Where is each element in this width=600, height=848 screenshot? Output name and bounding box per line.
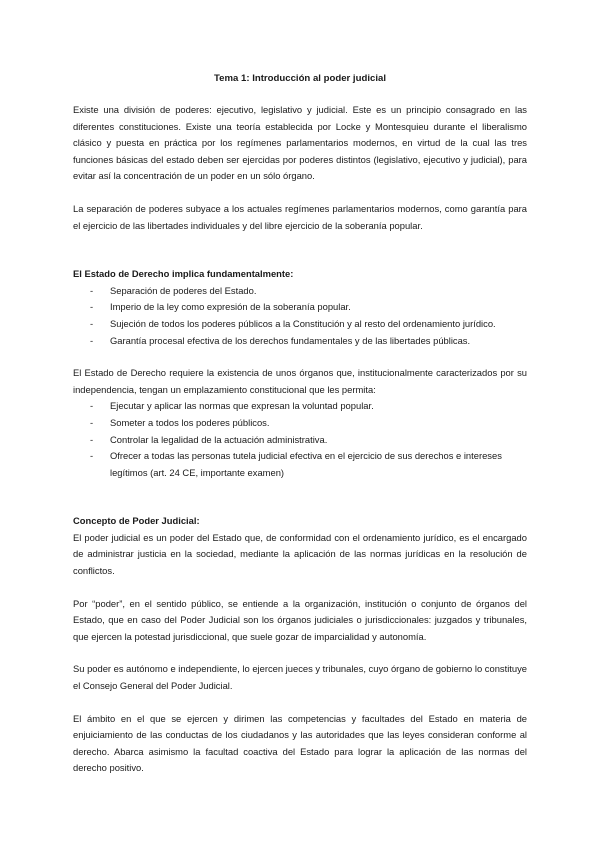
dash-bullet: - <box>90 301 94 313</box>
dash-bullet: - <box>90 400 94 412</box>
list-item-text: Sujeción de todos los poderes públicos a la Constitución y al resto del ordenamiento jurídico. <box>110 317 496 329</box>
list-item-text: Ofrecer a todas las personas tutela judicial efectiva en el ejercicio de sus derechos e intereses legítimos (art. 24 CE, importante examen) <box>110 450 502 478</box>
list-item <box>73 333 527 350</box>
estado-derecho-paragraph: El Estado de Derecho requiere la existencia de unos órganos que, institucionalmente caracterizados por su independencia, tengan un emplazamiento constitucional que les permita: <box>73 367 527 395</box>
intro-paragraph-2: La separación de poderes subyace a los actuales regímenes parlamentarios modernos, como garantía para el ejercicio de las libertades individuales y del libre ejercicio de la soberanía popular. <box>73 202 527 231</box>
list-item <box>73 398 527 415</box>
list-item-text: Imperio de la ley como expresión de la soberanía popular. <box>110 301 351 313</box>
concepto-paragraph-1: El poder judicial es un poder del Estado que, de conformidad con el ordenamiento jurídico, es el encargado de administrar justicia en la sociedad, mediante la aplicación de las normas jurídicas en la resolución de conflictos. <box>73 531 527 577</box>
list-item-text: Separación de poderes del Estado. <box>110 284 257 296</box>
list-item-text: Someter a todos los poderes públicos. <box>110 416 270 428</box>
list-item <box>73 432 527 449</box>
organos-list <box>73 398 527 481</box>
list-item-text: Ejecutar y aplicar las normas que expresan la voluntad popular. <box>110 400 374 412</box>
concepto-paragraph-3: Su poder es autónomo e independiente, lo ejercen jueces y tribunales, cuyo órgano de gobierno lo constituye el Consejo General del Poder Judicial. <box>73 663 527 692</box>
intro-paragraph-1: Existe una división de poderes: ejecutivo, legislativo y judicial. Este es un principio consagrado en las diferentes constituciones. Existe una teoría establecida por Locke y Montesquieu durante el liberalismo clásico y puesta en práctica por los regímenes parlamentarios modernos, en virtud de la cual las tres funciones básicas del estado deben ser ejercidas por poderes distintos (legislativo, ejecutivo y judicial), para evitar así la concentración de un poder en un sólo órgano. <box>73 104 527 182</box>
dash-bullet: - <box>90 416 94 428</box>
estado-derecho-list <box>73 283 527 349</box>
concepto-heading: Concepto de Poder Judicial: <box>73 515 200 527</box>
list-item-text: Garantía procesal efectiva de los derechos fundamentales y de las libertades públicas. <box>110 334 471 346</box>
dash-bullet: - <box>90 433 94 445</box>
concepto-paragraph-4: El ámbito en el que se ejercen y dirimen las competencias y facultades del Estado en materia de enjuiciamiento de las conductas de los ciudadanos y las autoridades que las leyes consideran conforme al derecho. Abarca asimismo la facultad coactiva del Estado para lograr la aplicación de las normas del derecho positivo. <box>73 712 527 774</box>
dash-bullet: - <box>90 284 94 296</box>
list-item-text: Controlar la legalidad de la actuación administrativa. <box>110 433 328 445</box>
page-title: Tema 1: Introducción al poder judicial <box>213 73 386 84</box>
list-item <box>73 316 527 333</box>
list-item <box>73 299 527 316</box>
estado-derecho-heading: El Estado de Derecho implica fundamentalmente: <box>73 268 294 280</box>
list-item <box>73 415 527 432</box>
concepto-paragraph-2: Por “poder”, en el sentido público, se entiende a la organización, institución o conjunto de órganos del Estado, que en caso del Poder Judicial son los órganos judiciales o jurisdiccionales: juzgados y tribunales, que ejercen la potestad jurisdiccional, que suele gozar de imparcialidad y autonomía. <box>73 597 527 642</box>
dash-bullet: - <box>90 450 94 462</box>
list-item <box>73 283 527 300</box>
dash-bullet: - <box>90 317 94 329</box>
list-item <box>73 448 527 481</box>
dash-bullet: - <box>90 334 94 346</box>
